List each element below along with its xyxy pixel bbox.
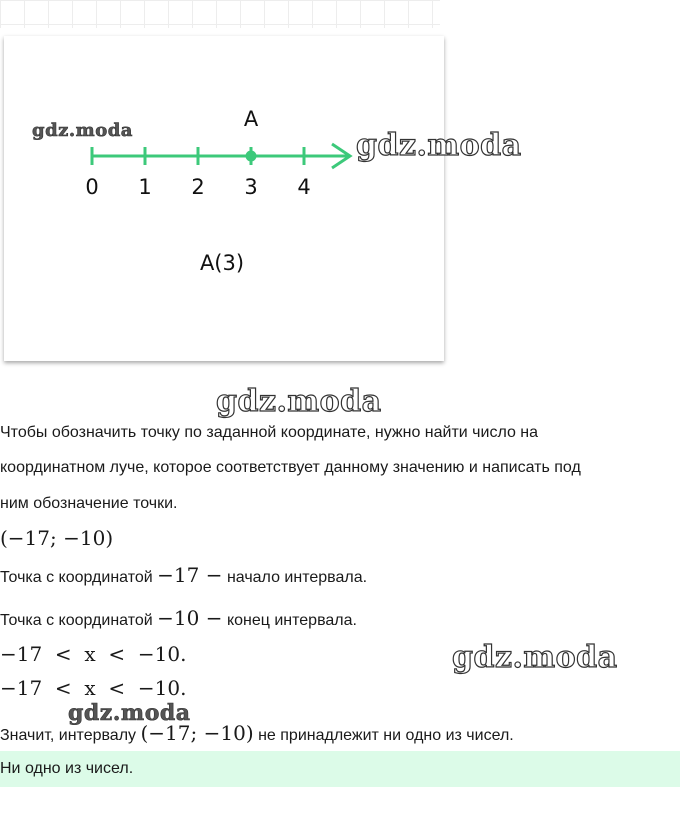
point-a-label: A [243, 107, 259, 131]
end-prefix: Точка с координатой [0, 612, 153, 629]
answer-box [0, 751, 680, 787]
answer-text: Ни одно из чисел. [0, 760, 134, 777]
interval-start-line [0, 565, 367, 588]
tick-label-2: 2 [191, 175, 205, 199]
tick-label-4: 4 [297, 175, 311, 199]
inequality-2: −17 < x < −10. [0, 676, 187, 700]
start-value: −17 − [157, 563, 223, 587]
number-line-figure [4, 36, 444, 361]
conclusion-line [0, 723, 514, 746]
inequality-1: −17 < x < −10. [0, 642, 187, 666]
intro-line-3: ним обозначение точки. [0, 495, 178, 512]
end-suffix: конец интервала. [226, 612, 357, 629]
intro-line-1: Чтобы обозначить точку по заданной координате, нужно найти число на [0, 424, 539, 441]
point-a-marker [246, 151, 257, 162]
interval-formula: (−17; −10) [0, 526, 114, 550]
point-a-caption: A(3) [199, 251, 245, 275]
start-prefix: Точка с координатой [0, 569, 153, 586]
watermark-big-mid: gdz.moda [216, 384, 382, 419]
start-suffix: начало интервала. [226, 569, 368, 586]
intro-line-2: координатном луче, которое соответствует данному значению и написать под [0, 459, 581, 476]
watermark-small-top: gdz.moda [32, 120, 133, 141]
number-line-svg [4, 36, 444, 361]
watermark-small-bottom: gdz.moda [68, 700, 191, 726]
watermark-big-right: gdz.moda [452, 640, 618, 675]
end-value: −10 − [157, 606, 223, 630]
grid-paper-strip [0, 0, 440, 28]
tick-label-3: 3 [244, 175, 258, 199]
tick-label-0: 0 [85, 175, 99, 199]
conclusion-interval: (−17; −10) [140, 721, 254, 745]
watermark-big-figure: gdz.moda [356, 128, 522, 163]
interval-end-line [0, 608, 357, 631]
conclusion-suffix: не принадлежит ни одно из чисел. [258, 727, 514, 744]
conclusion-prefix: Значит, интервалу [0, 727, 137, 744]
tick-label-1: 1 [138, 175, 152, 199]
